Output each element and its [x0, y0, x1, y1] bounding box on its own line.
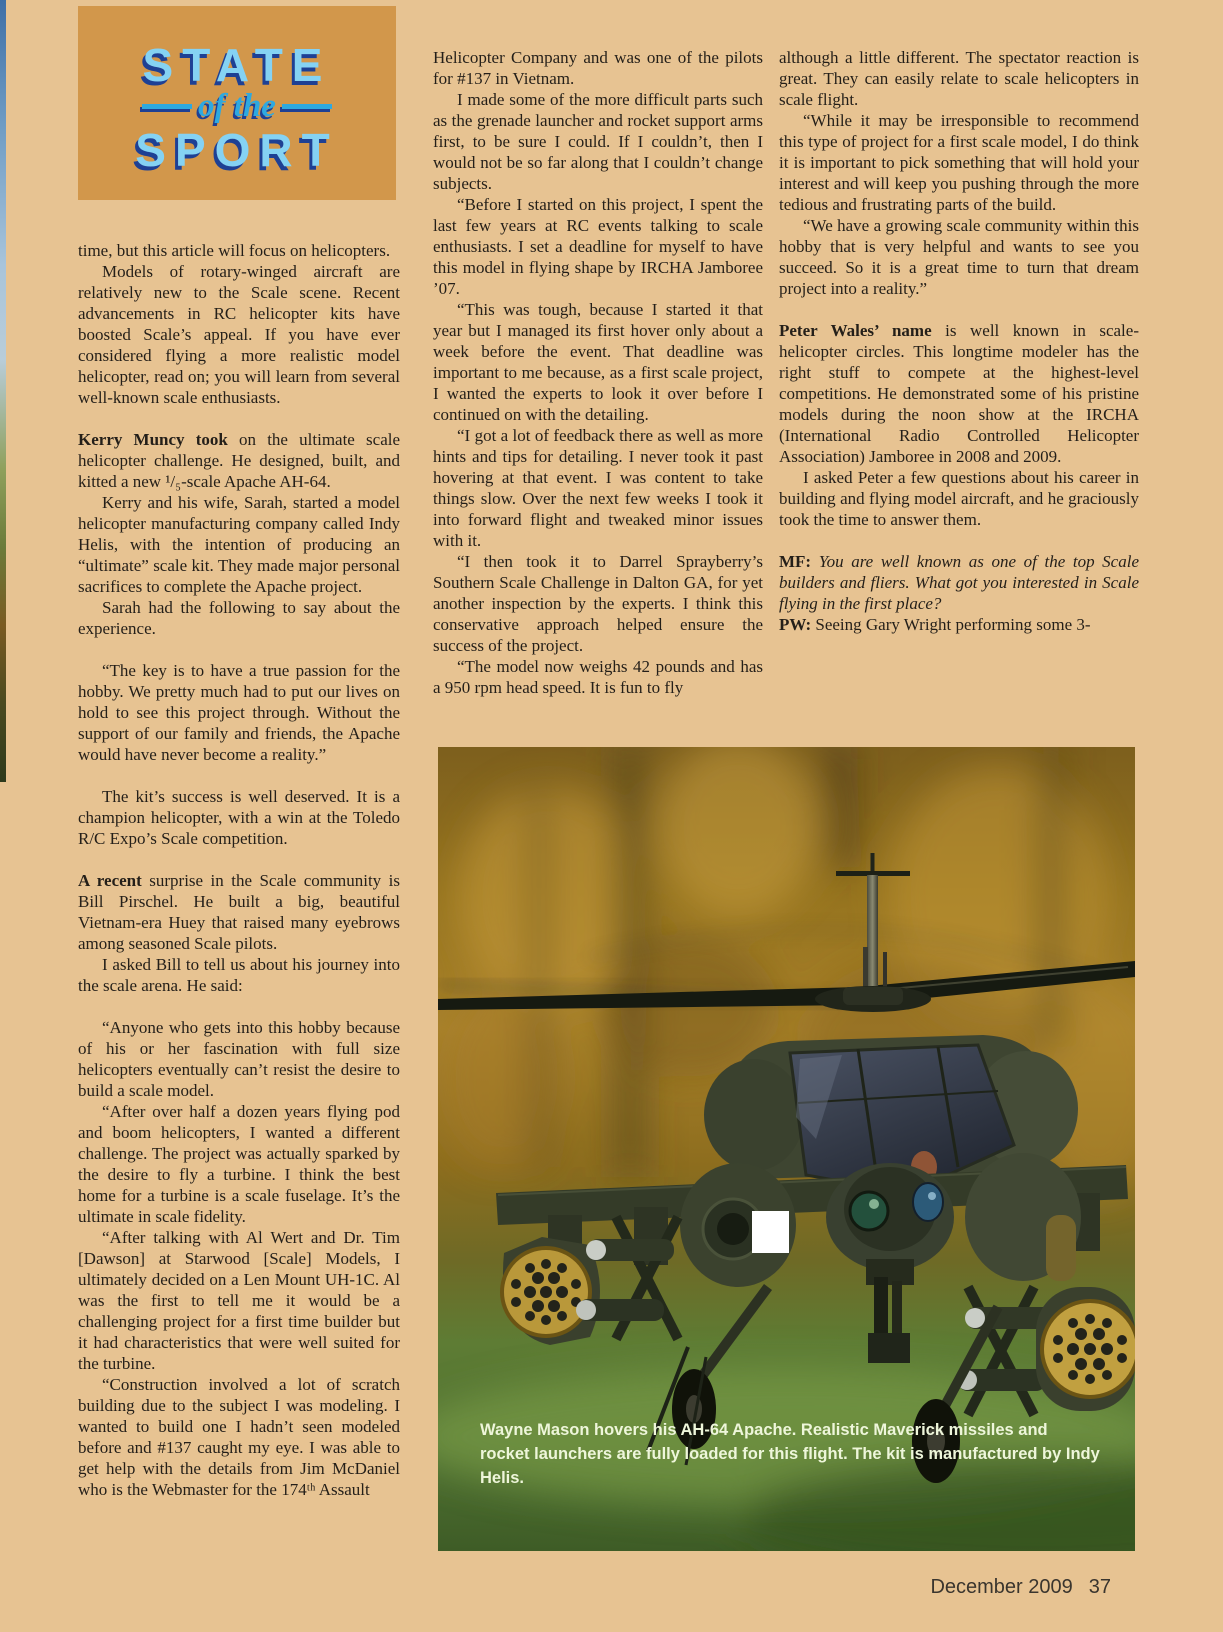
- paragraph: Helicopter Company and was one of the pilots for #137 in Vietnam.: [433, 48, 763, 88]
- paragraph-lead: Kerry Muncy took: [78, 430, 228, 449]
- paragraph: I made some of the more difficult parts such as the grenade launcher and rocket support arms first, to be sure I could. If I couldn’t, then I would not be so far along that I couldn’t change subjects.: [433, 90, 763, 193]
- paragraph: “I then took it to Darrel Sprayberry’s Southern Scale Challenge in Dalton GA, for yet another inspection by the experts. I think this conservative approach helped ensure the success of the project.: [433, 552, 763, 655]
- paragraph: “I got a lot of feedback there as well as more hints and tips for detailing. I never took it past hovering at that event. I was content to take things slow. Over the next few weeks I took it into forward flight and tweaked minor issues with it.: [433, 426, 763, 550]
- apache-helicopter-photo: [438, 747, 1135, 1551]
- logo-line-state: STATE: [142, 39, 332, 91]
- right-sponson: [965, 1153, 1081, 1281]
- paragraph: MF: You are well known as one of the top Scale builders and fliers. What got you interested in Scale flying in the first place?: [779, 552, 1139, 613]
- paragraph: “Before I started on this project, I spent the last few years at RC events talking to scale enthusiasts. I set a deadline for myself to have this model in flying shape by IRCHA Jamboree ’07.: [433, 195, 763, 298]
- paragraph: A recent surprise in the Scale community is Bill Pirschel. He built a big, beautiful Vietnam-era Huey that raised many eyebrows among seasoned Scale pilots.: [78, 871, 400, 953]
- paragraph: “We have a growing scale community within this hobby that is very helpful and wants to see you succeed. So it is a great time to turn that dream project into a reality.”: [779, 216, 1139, 298]
- footer-date: December 2009: [930, 1576, 1073, 1598]
- facing-page-edge: [0, 0, 6, 782]
- page-footer: [930, 1576, 1111, 1599]
- paragraph: The kit’s success is well deserved. It is a champion helicopter, with a win at the Toledo R/C Expo’s Scale competition.: [78, 787, 400, 848]
- paragraph-lead: MF:: [779, 552, 812, 571]
- paragraph: “The model now weighs 42 pounds and has a 950 rpm head speed. It is fun to fly: [433, 657, 763, 697]
- right-rocket-pod: [1036, 1287, 1135, 1411]
- paragraph: PW: Seeing Gary Wright performing some 3-: [779, 615, 1091, 634]
- paragraph-lead: PW:: [779, 615, 812, 634]
- paragraph: “Construction involved a lot of scratch building due to the subject I was modeling. I wanted to build one I hadn’t seen modeled before and #137 caught my eye. I was able to get help with the details from Jim McDaniel who is the Webmaster for the 174ᵗʰ Assault: [78, 1375, 400, 1499]
- paragraph: Kerry Muncy took on the ultimate scale helicopter challenge. He designed, built, and kitted a new ¹/₅-scale Apache AH-64.: [78, 430, 401, 491]
- paragraph: Kerry and his wife, Sarah, started a model helicopter manufacturing company called Indy Helis, with the intention of producing an “ultimate” scale kit. They made major personal sacrifices to complete the Apache project.: [78, 493, 400, 596]
- paragraph: “This was tough, because I started it that year but I managed its first hover only about a week before the event. That deadline was important to me because, as a first scale project, I wanted the experts to look it over before I continued on with the detailing.: [433, 300, 763, 424]
- paragraph: Models of rotary-winged aircraft are relatively new to the Scale scene. Recent advancements in RC helicopter kits have boosted Scale’s appeal. If you have ever considered flying a more realistic model helicopter, read on; you will learn from several well-known scale enthusiasts.: [78, 262, 400, 407]
- paragraph: “The key is to have a true passion for the hobby. We pretty much had to put our lives on hold to see this project through. Without the support of our family and friends, the Apache would have never become a reality.”: [78, 661, 400, 764]
- white-patch: [752, 1211, 789, 1253]
- paragraph: Peter Wales’ name is well known in scale-helicopter circles. This longtime modeler has the right stuff to compete at the highest-level competitions. He demonstrated some of his pristine models during the noon show at the IRCHA (International Radio Controlled Helicopter Association) Jamboree in 2008 and 2009.: [779, 321, 1139, 466]
- paragraph: “While it may be irresponsible to recommend this type of project for a first scale model, I do think it is important to pick something that will hold your interest and will keep you pushing through the more tedious and frustrating parts of the build.: [779, 111, 1139, 214]
- paragraph: “After over half a dozen years flying pod and boom helicopters, I wanted a different challenge. The project was actually sparked by the desire to fly a turbine. I think the best home for a turbine is a scale fuselage. It’s the ultimate in scale fidelity.: [78, 1102, 400, 1226]
- paragraph: although a little different. The spectator reaction is great. They can easily relate to scale helicopters in scale flight.: [779, 48, 1139, 109]
- logo-line-of-the: [78, 90, 396, 123]
- page-number: 37: [1088, 1576, 1111, 1598]
- paragraph: I asked Bill to tell us about his journey into the scale arena. He said:: [78, 955, 400, 995]
- article-column-3: [779, 47, 1139, 635]
- paragraph: Sarah had the following to say about the experience.: [78, 598, 400, 638]
- rotor-mast: [867, 875, 878, 999]
- masthead-box: [78, 6, 396, 200]
- nose-sensor-turret: [826, 1163, 954, 1271]
- paragraph-lead: A recent: [78, 871, 142, 890]
- logo-script-text: of the: [198, 88, 276, 124]
- paragraph: time, but this article will focus on helicopters.: [78, 241, 391, 260]
- logo-left-dash: [142, 104, 192, 109]
- paragraph: “After talking with Al Wert and Dr. Tim [Dawson] at Starwood [Scale] Models, I ultimately decided on a Len Mount UH-1C. Al was the first to tell me it would be a challenging project for a first time builder but it had characteristics that were well suited for the turbine.: [78, 1228, 400, 1373]
- paragraph: I asked Peter a few questions about his career in building and flying model aircraft, and he graciously took the time to answer them.: [779, 468, 1139, 529]
- paragraph: “Anyone who gets into this hobby because of his or her fascination with full size helicopters eventually can’t resist the desire to build a scale model.: [78, 1018, 400, 1100]
- article-column-1: [78, 240, 400, 1500]
- photo-caption: Wayne Mason hovers his AH-64 Apache. Realistic Maverick missiles and rocket launchers are fully loaded for this flight. The kit is manufactured by Indy Helis.: [480, 1421, 1100, 1488]
- logo-line-sport: SPORT: [135, 124, 339, 176]
- article-column-2: [433, 47, 763, 698]
- logo-right-dash: [282, 104, 332, 109]
- state-of-the-sport-logo: [78, 6, 396, 176]
- paragraph-lead: Peter Wales’ name: [779, 321, 932, 340]
